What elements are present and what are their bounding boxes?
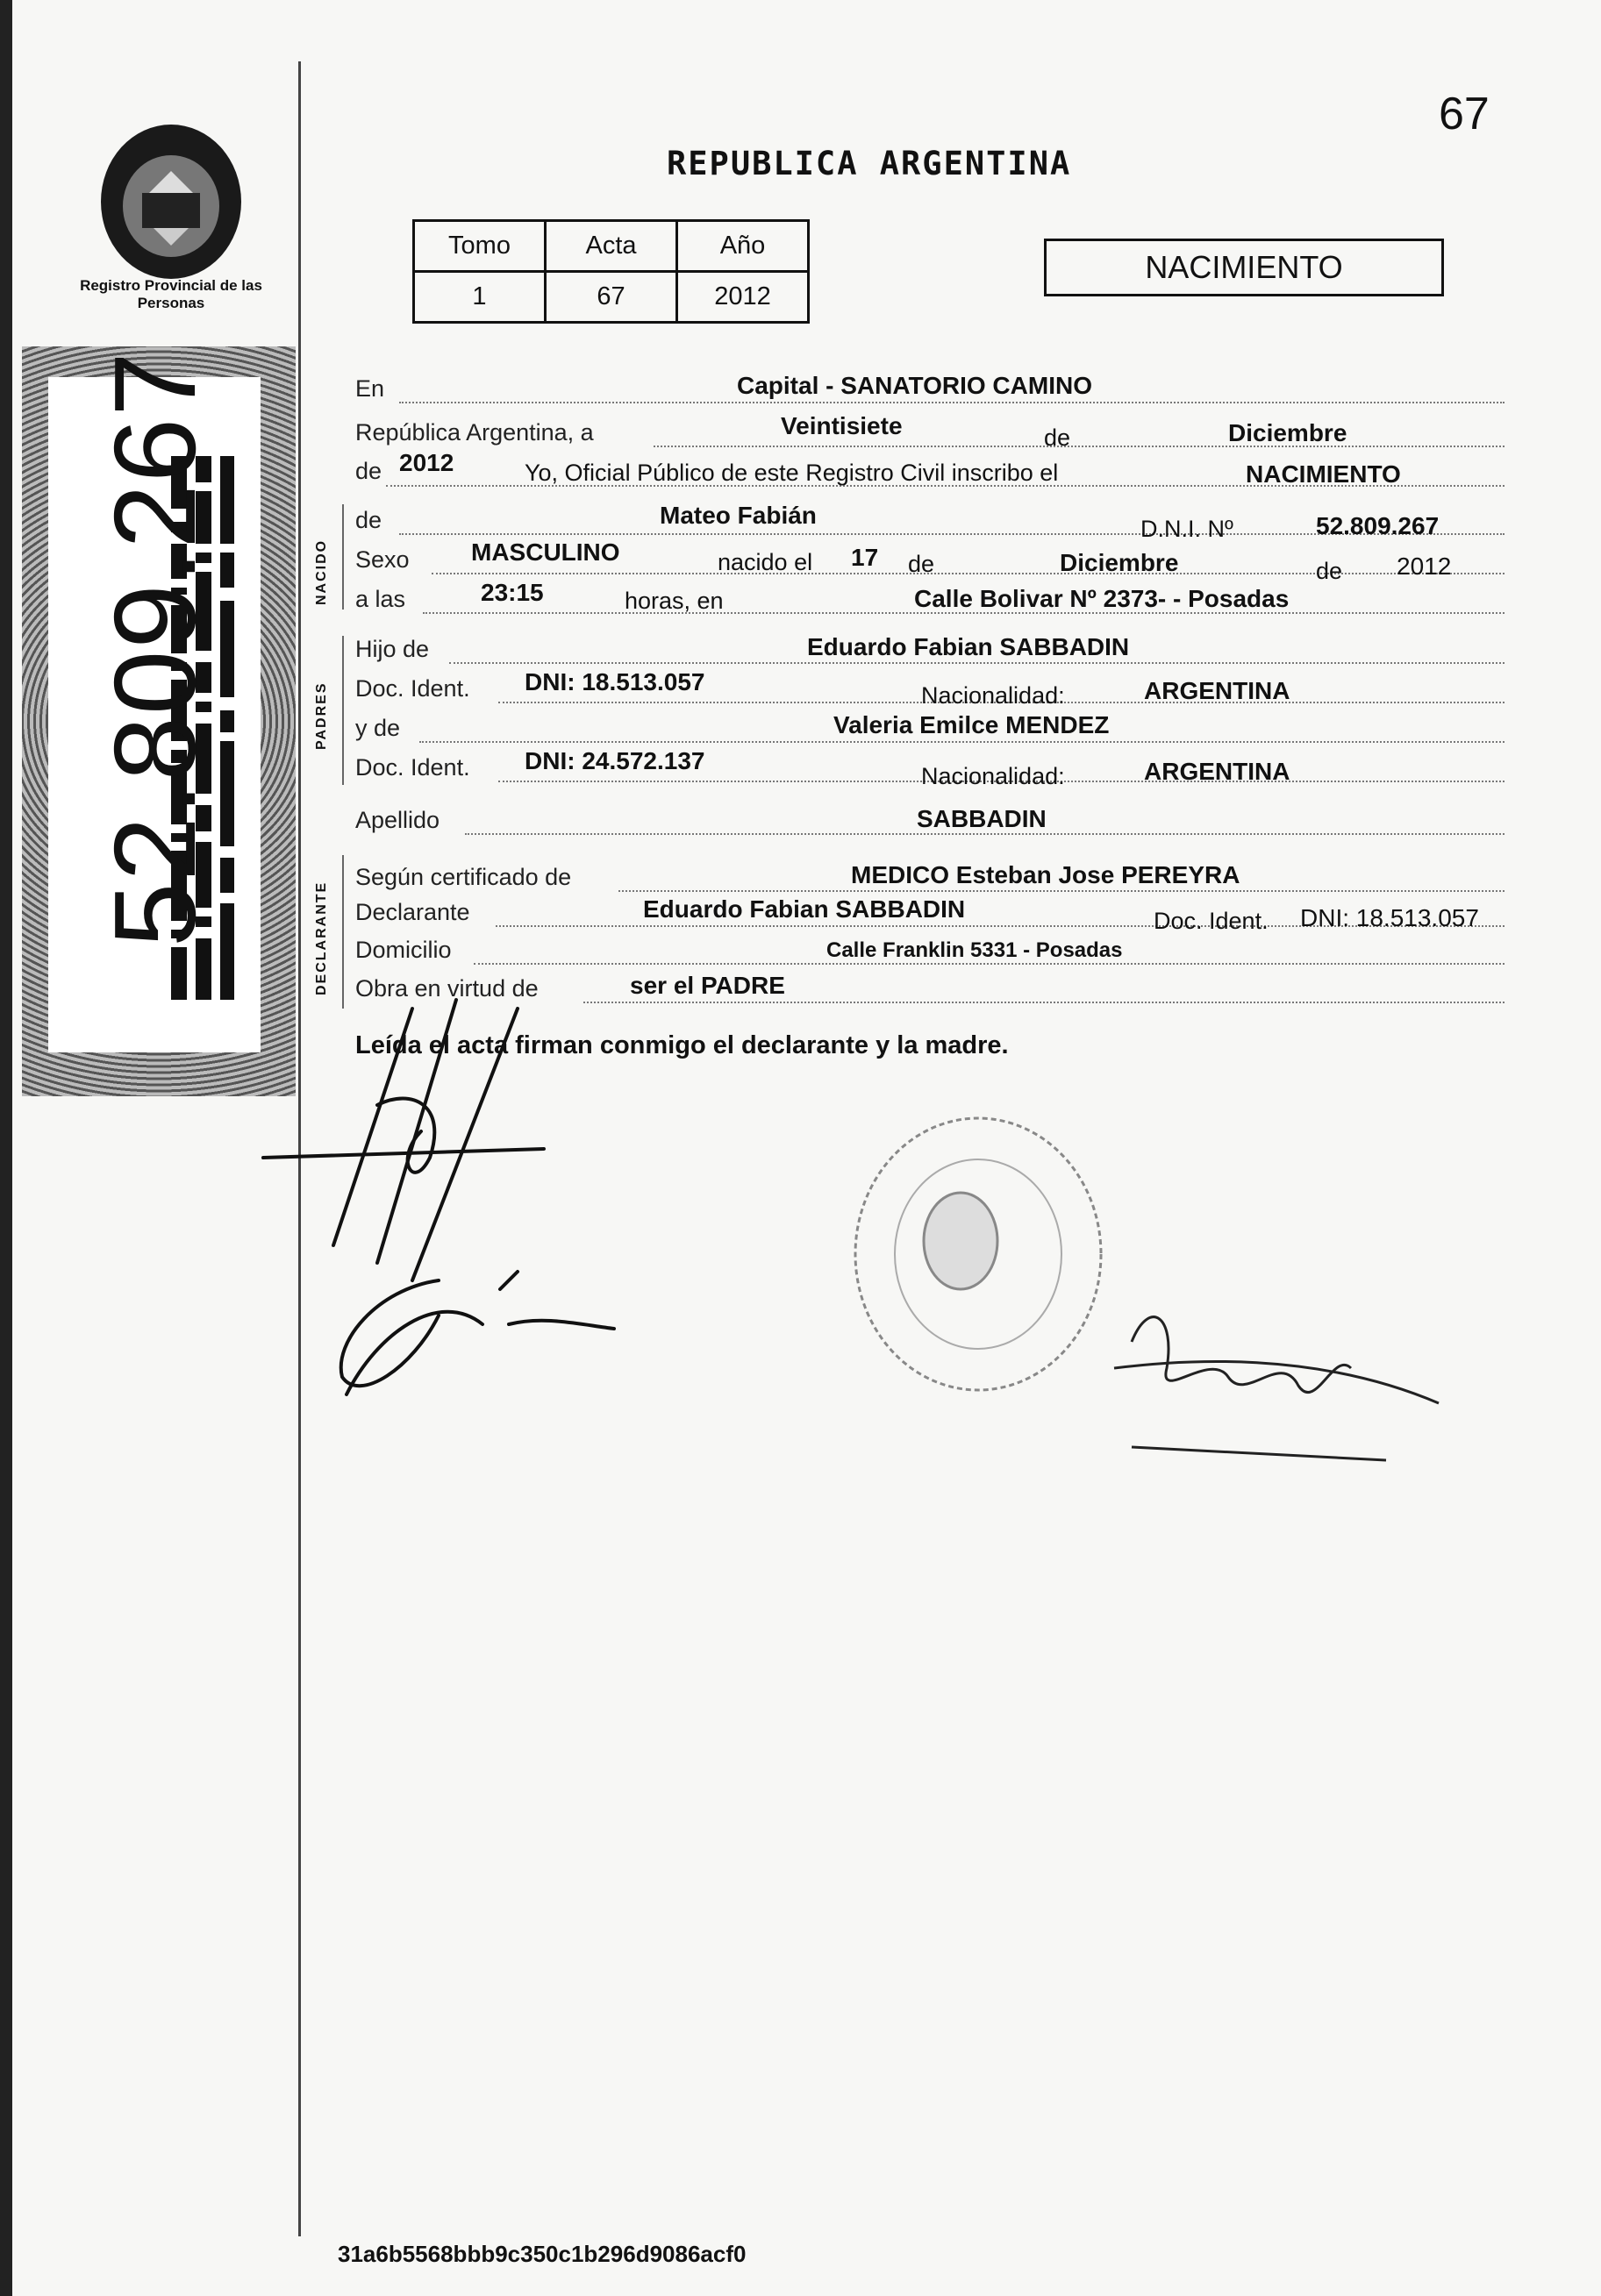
dotted-rule bbox=[654, 446, 1505, 447]
surname: SABBADIN bbox=[917, 805, 1047, 832]
section-label-nacido: NACIDO bbox=[314, 538, 329, 605]
birth-month: Diciembre bbox=[1060, 549, 1179, 576]
dotted-rule bbox=[399, 402, 1505, 403]
de-label: de bbox=[1044, 424, 1071, 451]
document-type: NACIMIENTO bbox=[1145, 249, 1343, 285]
father-nationality: ARGENTINA bbox=[1144, 677, 1290, 704]
birth-time: 23:15 bbox=[481, 579, 544, 606]
oficial-text: Yo, Oficial Público de este Registro Civil inscribo el bbox=[525, 460, 1059, 486]
line-father: Hijo de bbox=[355, 636, 430, 662]
dotted-rule bbox=[432, 573, 1505, 574]
mother-name: Valeria Emilce MENDEZ bbox=[833, 711, 1110, 738]
birth-year: 2012 bbox=[1397, 553, 1452, 580]
line-mother-doc: Doc. Ident. bbox=[355, 754, 470, 781]
nacido-label: nacido el bbox=[718, 549, 813, 575]
certificate-issuer: MEDICO Esteban Jose PEREYRA bbox=[851, 861, 1240, 888]
acta-value: 67 bbox=[546, 272, 677, 323]
anio-value: 2012 bbox=[677, 272, 809, 323]
de-label: de bbox=[908, 551, 935, 577]
line-en: En bbox=[355, 375, 385, 402]
country-title: REPUBLICA ARGENTINA bbox=[667, 145, 1072, 182]
father-doc: DNI: 18.513.057 bbox=[525, 668, 705, 695]
horas-label: horas, en bbox=[625, 588, 724, 614]
line-republica: República Argentina, a bbox=[355, 419, 594, 446]
section-brace bbox=[342, 504, 344, 610]
line-certificate: Según certificado de bbox=[355, 864, 572, 890]
line-name: de bbox=[355, 507, 382, 533]
nacionalidad-label: Nacionalidad: bbox=[921, 682, 1065, 709]
acta-header: Acta bbox=[546, 221, 677, 272]
province-emblem bbox=[88, 118, 254, 285]
emblem-icon bbox=[88, 118, 254, 285]
declarant-doc: DNI: 18.513.057 bbox=[1300, 904, 1479, 931]
dotted-rule bbox=[449, 662, 1505, 664]
line-address: Domicilio bbox=[355, 937, 452, 963]
act-type: NACIMIENTO bbox=[1246, 460, 1401, 488]
mother-doc: DNI: 24.572.137 bbox=[525, 747, 705, 774]
declarant-address: Calle Franklin 5331 - Posadas bbox=[826, 938, 1123, 962]
dotted-rule bbox=[583, 1002, 1505, 1003]
dni-label: D.N.I. Nº bbox=[1140, 516, 1233, 542]
line-capacity: Obra en virtud de bbox=[355, 975, 539, 1002]
tomo-header: Tomo bbox=[414, 221, 546, 272]
line-father-doc: Doc. Ident. bbox=[355, 675, 470, 702]
section-label-padres: PADRES bbox=[314, 681, 329, 750]
line-mother: y de bbox=[355, 715, 401, 741]
birth-day: 17 bbox=[851, 544, 879, 571]
declarant-name: Eduardo Fabian SABBADIN bbox=[643, 895, 966, 923]
section-brace bbox=[342, 855, 344, 1009]
line-surname: Apellido bbox=[355, 807, 440, 833]
section-label-declarante: DECLARANTE bbox=[314, 881, 329, 995]
page-edge bbox=[0, 0, 12, 2296]
child-dni: 52.809.267 bbox=[1316, 512, 1440, 539]
closing-statement: Leída el acta firman conmigo el declarante y la madre. bbox=[355, 1031, 1009, 1059]
de-label: de bbox=[1316, 558, 1343, 584]
declarant-capacity: ser el PADRE bbox=[630, 972, 785, 999]
place-of-registration: Capital - SANATORIO CAMINO bbox=[737, 372, 1092, 399]
registration-year: 2012 bbox=[399, 449, 454, 476]
dotted-rule bbox=[465, 833, 1505, 835]
registry-table bbox=[412, 219, 810, 324]
document-type-box bbox=[1044, 239, 1444, 296]
registration-month: Diciembre bbox=[1228, 419, 1347, 446]
section-brace bbox=[342, 636, 344, 785]
line-de-year: de bbox=[355, 458, 382, 484]
birth-place: Calle Bolivar Nº 2373- - Posadas bbox=[914, 585, 1290, 612]
father-name: Eduardo Fabian SABBADIN bbox=[807, 633, 1130, 660]
line-sexo: Sexo bbox=[355, 546, 410, 573]
dotted-rule bbox=[474, 963, 1505, 965]
dotted-rule bbox=[618, 890, 1505, 892]
tomo-value: 1 bbox=[414, 272, 546, 323]
anio-header: Año bbox=[677, 221, 809, 272]
emblem-label: Registro Provincial de las Personas bbox=[80, 277, 262, 311]
official-stamp-icon bbox=[847, 1109, 1110, 1399]
dotted-rule bbox=[419, 741, 1505, 743]
registration-day: Veintisiete bbox=[781, 412, 903, 439]
document-hash: 31a6b5568bbb9c350c1b296d9086acf0 bbox=[338, 2241, 747, 2267]
mother-nationality: ARGENTINA bbox=[1144, 758, 1290, 785]
page-number: 67 bbox=[1439, 89, 1490, 139]
child-sex: MASCULINO bbox=[471, 538, 620, 566]
line-time: a las bbox=[355, 586, 406, 612]
margin-rule bbox=[298, 61, 301, 2236]
nacionalidad-label: Nacionalidad: bbox=[921, 763, 1065, 789]
child-name: Mateo Fabián bbox=[660, 502, 817, 529]
line-declarant: Declarante bbox=[355, 899, 470, 925]
doc-label: Doc. Ident. bbox=[1154, 908, 1269, 934]
side-id-number: 52.809.267 bbox=[89, 350, 219, 947]
